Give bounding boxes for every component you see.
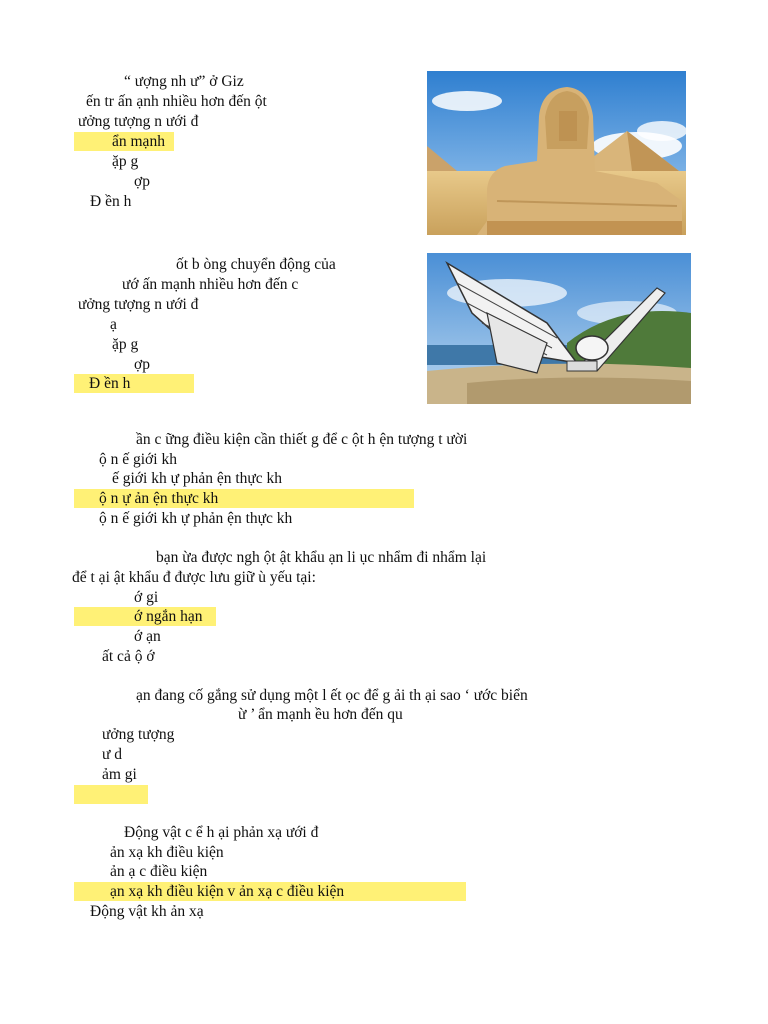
- q3-option-a[interactable]: ộ n ế giới kh: [99, 451, 177, 468]
- q6-line-1: Động vật c ể h ại phản xạ ưới đ: [124, 824, 319, 841]
- q4-option-b-text: ớ ngắn hạn: [134, 608, 203, 625]
- q6-option-b[interactable]: ản ạ c điều kiện: [110, 863, 208, 880]
- q4-line-1: bạn ừa được ngh ột ật khẩu ạn li ục nhẩm đi nhẩm lại: [156, 549, 487, 566]
- q2-line-3: ưởng tượng n ưới đ: [78, 296, 199, 313]
- q3-option-d[interactable]: ộ n ế giới kh ự phản ện thực kh: [99, 510, 293, 527]
- q1-line-1: “ ượng nh ư” ở Giz: [124, 73, 244, 90]
- dragonfly-machine-image: [427, 253, 691, 404]
- q1-option-a[interactable]: [74, 132, 174, 151]
- q4-option-a[interactable]: ớ gi: [134, 589, 159, 606]
- q1-line-3: ưởng tượng n ưới đ: [78, 113, 199, 130]
- q1-option-a-text: ẩn mạnh: [112, 133, 165, 150]
- q2-option-d[interactable]: [74, 374, 194, 393]
- q2-option-c[interactable]: ợp: [134, 356, 150, 373]
- q6-option-d[interactable]: Động vật kh ản xạ: [90, 903, 204, 920]
- q5-option-b[interactable]: ư d: [102, 746, 123, 763]
- q4-option-d[interactable]: ất cả ộ ớ: [102, 648, 155, 665]
- q2-option-b[interactable]: ặp g: [112, 336, 139, 353]
- q5-option-c[interactable]: ảm gi: [102, 766, 137, 783]
- q3-option-b[interactable]: ế giới kh ự phản ện thực kh: [112, 470, 283, 487]
- q2-option-d-text: Đ ền h: [89, 375, 131, 392]
- q3-option-c-text: ộ n ự ản ện thực kh: [99, 490, 219, 507]
- q5-option-d[interactable]: [74, 785, 148, 804]
- q1-option-c[interactable]: ợp: [134, 173, 150, 190]
- q4-option-b[interactable]: [74, 607, 216, 626]
- q5-option-a[interactable]: ưởng tượng: [102, 726, 175, 743]
- q1-line-2: ến tr ấn ạnh nhiều hơn đến ột: [86, 93, 267, 110]
- q2-line-2: ướ ấn mạnh nhiều hơn đến c: [122, 276, 299, 293]
- q2-line-1: ốt b òng chuyển động của: [176, 256, 336, 273]
- q6-option-c-text: ạn xạ kh điều kiện v ản xạ c điều kiện: [110, 883, 345, 900]
- q3-option-c[interactable]: [74, 489, 414, 508]
- q2-option-a[interactable]: ạ: [110, 316, 117, 333]
- q3-line-1: ần c ững điều kiện cần thiết g để c ột h ện tượng t ười: [136, 431, 468, 448]
- q5-line-1: ạn đang cố gắng sử dụng một l ết ọc để g ải th ại sao ‘ ước biển: [136, 687, 528, 704]
- q1-option-b[interactable]: ặp g: [112, 153, 139, 170]
- q5-line-2: ừ ’ ẩn mạnh ều hơn đến qu: [238, 706, 403, 723]
- q4-line-2: để t ại ật khẩu đ được lưu giữ ù yếu tại:: [72, 569, 316, 586]
- q1-option-d[interactable]: Đ ền h: [90, 193, 132, 210]
- q6-option-a[interactable]: ản xạ kh điều kiện: [110, 844, 224, 861]
- q6-option-c[interactable]: [74, 882, 466, 901]
- q4-option-c[interactable]: ớ ạn: [134, 628, 161, 645]
- sphinx-image: [427, 71, 686, 235]
